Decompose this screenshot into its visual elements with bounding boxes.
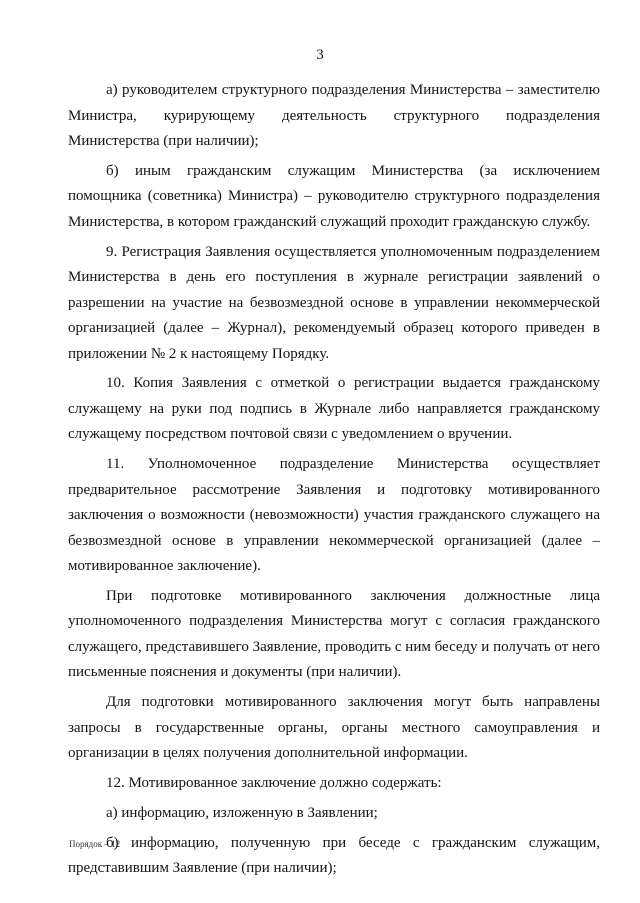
paragraph-12a: а) информацию, изложенную в Заявлении; [106, 804, 378, 821]
paragraph-11-conversation: При подготовке мотивированного заключения должностные лица уполномоченного подразделения Министерства могут с согласия гражданского служащего, представившего Заявление, проводить с ним беседу и получать от него письменные пояснения и документы (при наличии). [68, 587, 600, 681]
document-body [68, 78, 600, 886]
paragraph-11-requests: Для подготовки мотивированного заключения могут быть направлены запросы в государственные органы, органы местного самоуправления и организации в целях получения дополнительной информации. [68, 694, 600, 762]
paragraph-10: 10. Копия Заявления с отметкой о регистрации выдается гражданскому служащему на руки под подпись в Журнале либо направляется гражданскому служащему посредством почтовой связи с уведомлением о вручении. [68, 375, 600, 443]
paragraph-9: 9. Регистрация Заявления осуществляется уполномоченным подразделением Министерства в день его поступления в журнале регистрации заявлений о разрешении на участие на безвозмездной основе в управлении некоммерческой организацией (далее – Журнал), рекомендуемый образец которого приведен в приложении № 2 к настоящему Порядку. [68, 243, 600, 362]
footer-label: Порядок – 12 [69, 839, 121, 849]
paragraph-12b: б) информацию, полученную при беседе с гражданским служащим, представившим Заявление (при наличии); [68, 834, 600, 877]
paragraph-11: 11. Уполномоченное подразделение Министерства осуществляет предварительное рассмотрение Заявления и подготовку мотивированного заключения о возможности (невозможности) участия гражданского служащего на безвозмездной основе в управлении некоммерческой организацией (далее – мотивированное заключение). [68, 456, 600, 575]
paragraph-12: 12. Мотивированное заключение должно содержать: [106, 775, 442, 792]
page-number: 3 [316, 47, 324, 63]
paragraph-8a: а) руководителем структурного подразделения Министерства – заместителю Министра, курирующему деятельность структурного подразделения Министерства (при наличии); [68, 82, 600, 149]
paragraph-8b: б) иным гражданским служащим Министерства (за исключением помощника (советника) Министра) – руководителю структурного подразделения Министерства, в котором гражданский служащий проходит гражданскую службу. [68, 162, 600, 230]
